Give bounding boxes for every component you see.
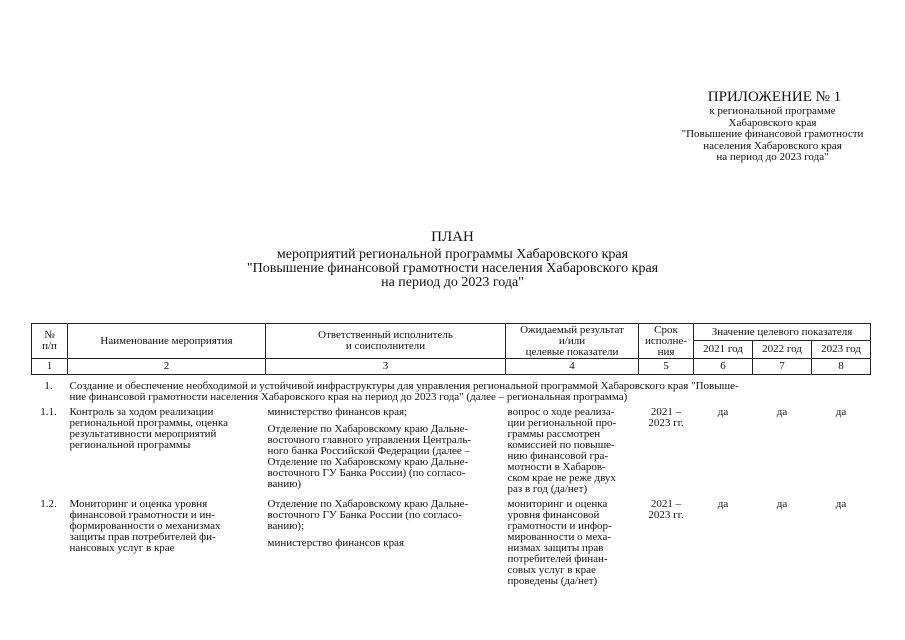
column-number: 3 xyxy=(266,359,506,375)
row-result-line: вопрос о ходе реализа- xyxy=(507,406,615,418)
header-num-line: п/п xyxy=(42,340,57,352)
section-number: 1. xyxy=(44,380,53,392)
row-value-2023: да xyxy=(835,406,847,418)
header-resp-line: и соисполнители xyxy=(345,340,426,352)
header-responsible xyxy=(266,324,506,359)
header-term xyxy=(639,324,694,359)
appendix-line: населения Хабаровского края xyxy=(703,139,842,152)
row-name xyxy=(68,403,266,495)
column-number: 4 xyxy=(506,359,639,375)
row-value-2021: да xyxy=(717,498,729,510)
column-number: 2 xyxy=(68,359,266,375)
row-responsible xyxy=(266,495,506,587)
row-number: 1.2. xyxy=(40,498,57,510)
row-responsible-line: ванию); xyxy=(267,520,305,532)
table-row xyxy=(32,495,871,587)
row-result-line: комиссией по повыше- xyxy=(507,439,615,451)
row-result-line: ции региональной про- xyxy=(507,417,617,429)
row-responsible-line: ного банка Российской Федерации (далее – xyxy=(267,445,470,457)
row-result-line: ском крае не реже двух xyxy=(507,472,616,484)
row-result-line: низмах защиты прав xyxy=(507,542,604,554)
row-value-2022: да xyxy=(776,498,788,510)
row-term-line: 2021 – xyxy=(650,498,682,510)
column-number: 6 xyxy=(694,359,753,375)
row-result-line: грамотности и инфор- xyxy=(507,520,612,532)
column-number: 1 xyxy=(32,359,68,375)
header-year-2022: 2022 год xyxy=(753,341,812,359)
row-name-line: региональной программы, оценка xyxy=(69,417,228,429)
header-year-2021: 2021 год xyxy=(694,341,753,359)
row-name-line: защиты прав потребителей фи- xyxy=(69,531,216,543)
header-resp-line: Ответственный исполнитель xyxy=(318,329,453,341)
header-term-line: ния xyxy=(657,345,675,358)
row-result-line: нию финансовой гра- xyxy=(507,450,609,462)
header-term-line: Срок xyxy=(654,323,678,336)
column-number: 8 xyxy=(812,359,871,375)
appendix-line: на период до 2023 года" xyxy=(716,151,829,163)
row-value-2023: да xyxy=(835,498,847,510)
section-title-line: Создание и обеспечение необходимой и устойчивой инфраструктуры для управления региональной программой Хабаровского края "Повыше- xyxy=(69,380,739,392)
row-responsible-line: восточного главного управления Централь- xyxy=(267,434,472,446)
row-result-line: мотности в Хабаров- xyxy=(507,461,606,473)
row-name-line: результативности мероприятий xyxy=(69,428,217,440)
row-result-line: мированности о меха- xyxy=(507,531,612,543)
column-numbers-row xyxy=(32,359,871,375)
row-result-line: мониторинг и оценка xyxy=(507,498,608,510)
header-num xyxy=(32,324,68,359)
row-value-2022: да xyxy=(776,406,788,418)
header-result xyxy=(506,324,639,359)
header-term-line: исполне- xyxy=(645,334,687,347)
row-name-line: формированности о механизмах xyxy=(69,520,221,532)
row-result-line: раз в год (да/нет) xyxy=(507,483,588,495)
row-term-line: 2023 гг. xyxy=(648,417,684,429)
section-title-line: ние финансовой грамотности населения Хабаровского края на период до 2023 года" (далее – региональная программа) xyxy=(69,391,628,403)
appendix-line: "Повышение финансовой грамотности xyxy=(681,128,864,140)
row-name-line: Мониторинг и оценка уровня xyxy=(69,498,208,510)
row-term xyxy=(639,495,694,587)
row-responsible-line: министерство финансов края xyxy=(267,537,405,549)
plan-subtitle-line: "Повышение финансовой грамотности населения Хабаровского края xyxy=(246,261,659,276)
header-result-line: целевые показатели xyxy=(525,345,619,358)
row-result-line: совых услуг в крае xyxy=(507,564,596,576)
appendix-line: Хабаровского края xyxy=(728,116,817,129)
section-title xyxy=(68,375,871,404)
header-result-line: Ожидаемый результат xyxy=(520,323,624,336)
row-result-line: проведены (да/нет) xyxy=(507,575,598,587)
plan-subtitle-line: мероприятий региональной программы Хабаровского края xyxy=(276,247,629,262)
row-term-line: 2023 гг. xyxy=(648,509,684,521)
section-row xyxy=(32,375,871,404)
row-name-line: финансовой грамотности и ин- xyxy=(69,509,215,521)
row-responsible-line: министерство финансов края; xyxy=(267,406,408,418)
column-number: 7 xyxy=(753,359,812,375)
row-responsible-line: восточного ГУ Банка России (по согласо- xyxy=(267,509,462,521)
row-responsible-line: ванию) xyxy=(267,478,302,490)
row-responsible-line: Отделение по Хабаровскому краю Дальне- xyxy=(267,423,469,435)
row-result-line: уровня финансовой xyxy=(507,509,600,521)
row-term xyxy=(639,403,694,495)
appendix-block xyxy=(640,88,905,164)
header-result-line: и/или xyxy=(558,334,586,347)
plan-table xyxy=(31,323,871,587)
row-name-line: Контроль за ходом реализации xyxy=(69,406,214,418)
row-result xyxy=(506,403,639,495)
row-name xyxy=(68,495,266,587)
row-name-line: нансовых услуг в крае xyxy=(69,542,175,554)
column-number: 5 xyxy=(639,359,694,375)
header-row xyxy=(32,324,871,341)
row-result-line: потребителей финан- xyxy=(507,553,608,565)
header-num-line: № xyxy=(44,329,55,341)
row-name-line: региональной программы xyxy=(69,439,191,451)
plan-title: ПЛАН xyxy=(431,229,474,245)
header-target: Значение целевого показателя xyxy=(694,324,871,341)
header-year-2023: 2023 год xyxy=(812,341,871,359)
plan-heading xyxy=(200,228,705,290)
row-result xyxy=(506,495,639,587)
appendix-title: ПРИЛОЖЕНИЕ № 1 xyxy=(707,89,842,105)
row-responsible-line: Отделение по Хабаровскому краю Дальне- xyxy=(267,498,469,510)
appendix-line: к региональной программе xyxy=(709,105,836,117)
row-number: 1.1. xyxy=(40,406,57,418)
header-name: Наименование мероприятия xyxy=(68,324,266,359)
row-responsible xyxy=(266,403,506,495)
row-responsible-line: восточного ГУ Банка России) (по согласо- xyxy=(267,467,466,479)
row-result-line: граммы рассмотрен xyxy=(507,428,601,440)
row-term-line: 2021 – xyxy=(650,406,682,418)
plan-subtitle-line: на период до 2023 года" xyxy=(381,275,524,290)
row-responsible-line: Отделение по Хабаровскому краю Дальне- xyxy=(267,456,469,468)
row-value-2021: да xyxy=(717,406,729,418)
table-row xyxy=(32,403,871,495)
